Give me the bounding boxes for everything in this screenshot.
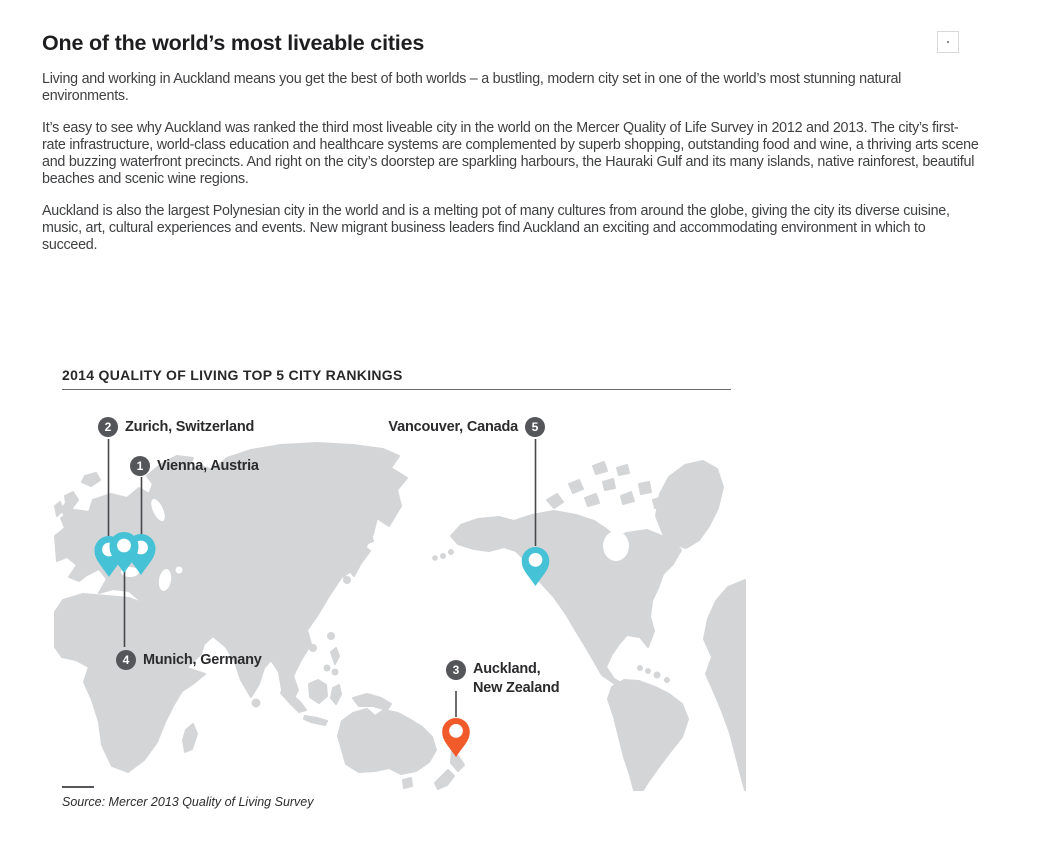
philippines (331, 648, 339, 664)
aleutian-island (433, 556, 437, 560)
arctic-island (603, 479, 615, 490)
world-map (55, 440, 745, 790)
intro-paragraph: Living and working in Auckland means you get the best of both worlds – a bustling, modern city set in one of the world’s most stunning natural environments. (42, 71, 902, 104)
borneo (309, 680, 327, 703)
madagascar (183, 724, 197, 752)
source-note: Source: Mercer 2013 Quality of Living Survey (62, 795, 314, 809)
munich-label (116, 650, 262, 670)
greenland (656, 461, 723, 548)
aleutian-island (449, 550, 453, 554)
auckland-pin (442, 718, 470, 757)
vienna-label-text: Vienna, Austria (157, 458, 259, 474)
vancouver-rank-badge: 5 (525, 417, 545, 437)
auckland-label-line2: New Zealand (473, 680, 560, 696)
vancouver-label-text: Vancouver, Canada (388, 419, 518, 435)
zurich-label-text: Zurich, Switzerland (125, 419, 255, 435)
zurich-label (98, 417, 254, 437)
caribbean-island (638, 666, 642, 670)
liveability-paragraph: It’s easy to see why Auckland was ranked the third most liveable city in the world on the Mercer Quality of Life Survey in 2012 and 2013. The city’s first-rate infrastructure, world-class education and healthcare systems are complemented by superb shopping, outstanding food and wine, a thriving arts scene and buzzing waterfront precincts. And right on the city’s doorstep are sparkling harbours, the Hauraki Gulf and its many islands, native rainforest, beautiful beaches and scenic wine regions. (42, 120, 979, 187)
vienna-rank-badge: 1 (130, 456, 150, 476)
arctic-island (569, 480, 583, 493)
munich-label-text: Munich, Germany (143, 652, 262, 668)
arctic-island (617, 465, 629, 475)
caribbean-island (655, 673, 660, 678)
caribbean-island (646, 669, 650, 673)
java (304, 716, 327, 725)
hainan (310, 645, 316, 651)
new-zealand-south (435, 770, 454, 789)
hokkaido (364, 534, 373, 544)
infographic-heading: 2014 QUALITY OF LIVING TOP 5 CITY RANKINGS (62, 367, 403, 383)
arctic-island (621, 492, 634, 504)
new-guinea (353, 694, 391, 710)
australia (338, 709, 436, 774)
broken-image-placeholder-icon (937, 31, 959, 53)
sri-lanka (253, 700, 260, 707)
aral-sea (176, 567, 183, 574)
britain (61, 492, 78, 519)
taiwan (328, 633, 334, 639)
caribbean-island (665, 678, 669, 682)
zurich-rank-badge: 2 (98, 417, 118, 437)
arctic-island (593, 462, 607, 474)
continents (55, 443, 745, 790)
arctic-island (585, 494, 599, 506)
vienna-label (130, 456, 259, 476)
iceland (82, 473, 100, 486)
culture-paragraph: Auckland is also the largest Polynesian city in the world and is a melting pot of many cultures from around the globe, giving the city its diverse cuisine, music, art, cultural experiences and events. New migrant business leaders find Auckland an exciting and accommodating environment in which to succeed. (42, 203, 950, 253)
sulawesi (331, 685, 341, 704)
arctic-island (547, 494, 563, 508)
south-america-landmass (608, 680, 688, 790)
auckland-label (446, 660, 559, 698)
philippine-island (333, 670, 338, 675)
ireland (55, 502, 63, 516)
auckland-rank-badge: 3 (446, 660, 466, 680)
map-edge-coast (704, 580, 745, 790)
arctic-island (639, 482, 651, 494)
heading-rule (62, 389, 731, 390)
auckland-label-line1: Auckland, (473, 661, 541, 677)
page-title: One of the world’s most liveable cities (42, 31, 425, 55)
philippine-island (325, 666, 330, 671)
kyushu (344, 577, 350, 583)
auckland-label-text (473, 660, 559, 698)
aleutian-island (441, 554, 445, 558)
article-body (42, 31, 980, 269)
source-rule (62, 786, 94, 788)
munich-rank-badge: 4 (116, 650, 136, 670)
vancouver-label (300, 417, 545, 437)
hudson-bay (603, 531, 629, 561)
tasmania (403, 778, 412, 788)
